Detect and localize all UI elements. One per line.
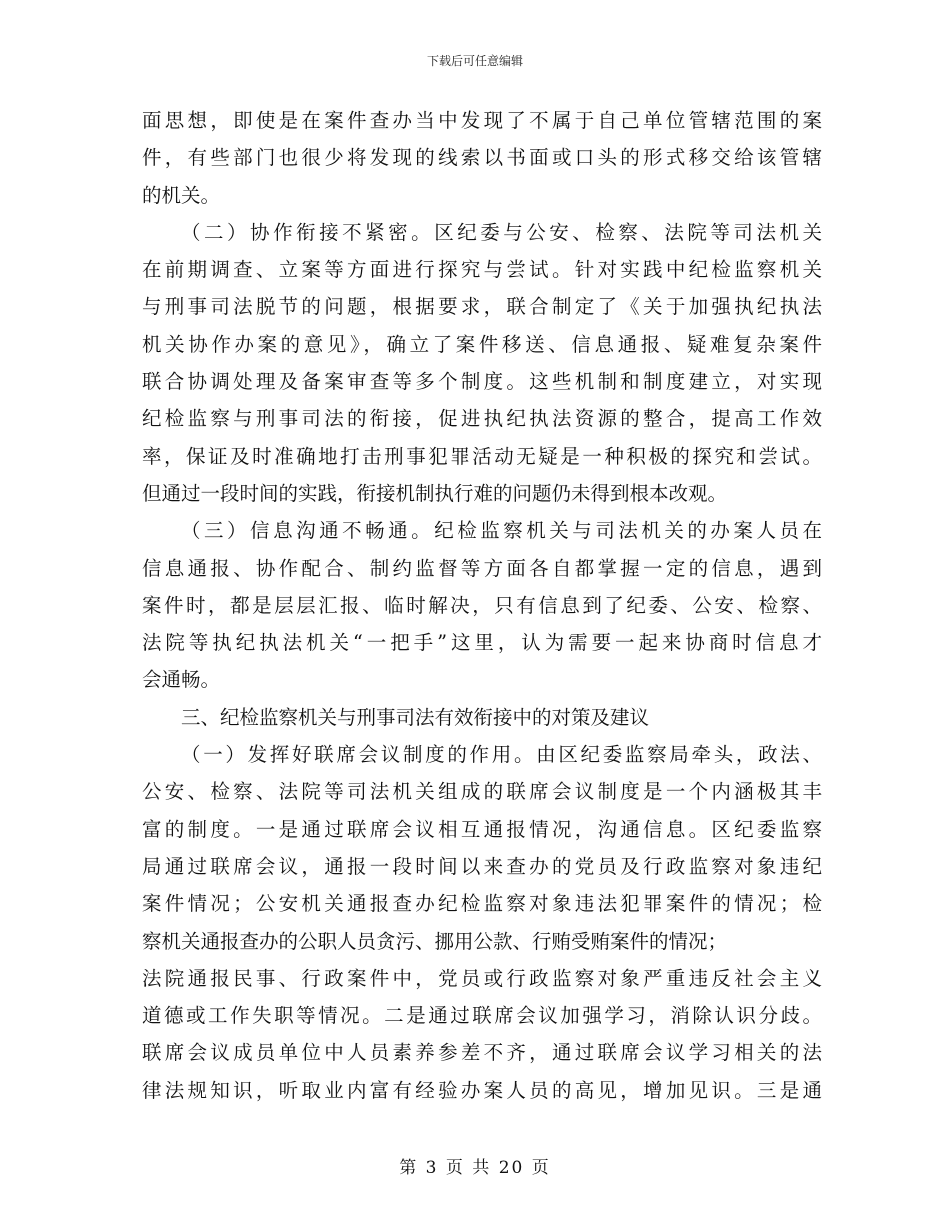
text-line: 律法规知识，听取业内富有经验办案人员的高见，增加见识。三是通 (142, 1078, 822, 1102)
text-line: 局通过联席会议，通报一段时间以来查办的党员及行政监察对象违纪 (142, 854, 822, 878)
text-line: 在前期调查、立案等方面进行探究与尝试。针对实践中纪检监察机关 (142, 258, 822, 282)
text-line: 法院等执纪执法机关“一把手”这里，认为需要一起来协商时信息才 (142, 631, 822, 655)
text-line: 富的制度。一是通过联席会议相互通报情况，沟通信息。区纪委监察 (142, 817, 822, 841)
text-line: （一）发挥好联席会议制度的作用。由区纪委监察局牵头，政法、 (181, 743, 822, 767)
text-line: 公安、检察、法院等司法机关组成的联席会议制度是一个内涵极其丰 (142, 780, 822, 804)
document-body (142, 102, 822, 1109)
text-line: 率，保证及时准确地打击刑事犯罪活动无疑是一种积极的探究和尝试。 (142, 444, 822, 468)
text-line: （二）协作衔接不紧密。区纪委与公安、检察、法院等司法机关 (181, 220, 822, 244)
text-line: 件，有些部门也很少将发现的线索以书面或口头的形式移交给该管辖 (142, 146, 822, 170)
text-line: （三）信息沟通不畅通。纪检监察机关与司法机关的办案人员在 (181, 519, 822, 543)
section-heading: 三、纪检监察机关与刑事司法有效衔接中的对策及建议 (181, 705, 650, 729)
text-line: 但通过一段时间的实践，衔接机制执行难的问题仍未得到根本改观。 (142, 481, 728, 505)
text-line: 案件情况；公安机关通报查办纪检监察对象违法犯罪案件的情况；检 (142, 892, 822, 916)
text-line: 信息通报、协作配合、制约监督等方面各自都掌握一定的信息，遇到 (142, 556, 822, 580)
text-line: 察机关通报查办的公职人员贪污、挪用公款、行贿受贿案件的情况； (142, 929, 728, 953)
text-line: 道德或工作失职等情况。二是通过联席会议加强学习，消除认识分歧。 (142, 1004, 822, 1028)
text-line: 联合协调处理及备案审查等多个制度。这些机制和制度建立，对实现 (142, 370, 822, 394)
text-line: 会通畅。 (142, 668, 221, 692)
text-line: 纪检监察与刑事司法的衔接，促进执纪执法资源的整合，提高工作效 (142, 407, 822, 431)
text-line: 的机关。 (142, 183, 221, 207)
page-number-footer: 第 3 页 共 20 页 (399, 1158, 551, 1178)
text-line: 面思想，即使是在案件查办当中发现了不属于自己单位管辖范围的案 (142, 109, 822, 132)
text-line: 案件时，都是层层汇报、临时解决，只有信息到了纪委、公安、检察、 (142, 593, 822, 617)
page-header: 下载后可任意编辑 (426, 54, 523, 68)
text-line: 法院通报民事、行政案件中，党员或行政监察对象严重违反社会主义 (142, 966, 822, 990)
text-line: 机关协作办案的意见》，确立了案件移送、信息通报、疑难复杂案件 (142, 332, 822, 356)
text-line: 与刑事司法脱节的问题，根据要求，联合制定了《关于加强执纪执法 (142, 295, 822, 319)
text-line: 联席会议成员单位中人员素养参差不齐，通过联席会议学习相关的法 (142, 1041, 822, 1065)
